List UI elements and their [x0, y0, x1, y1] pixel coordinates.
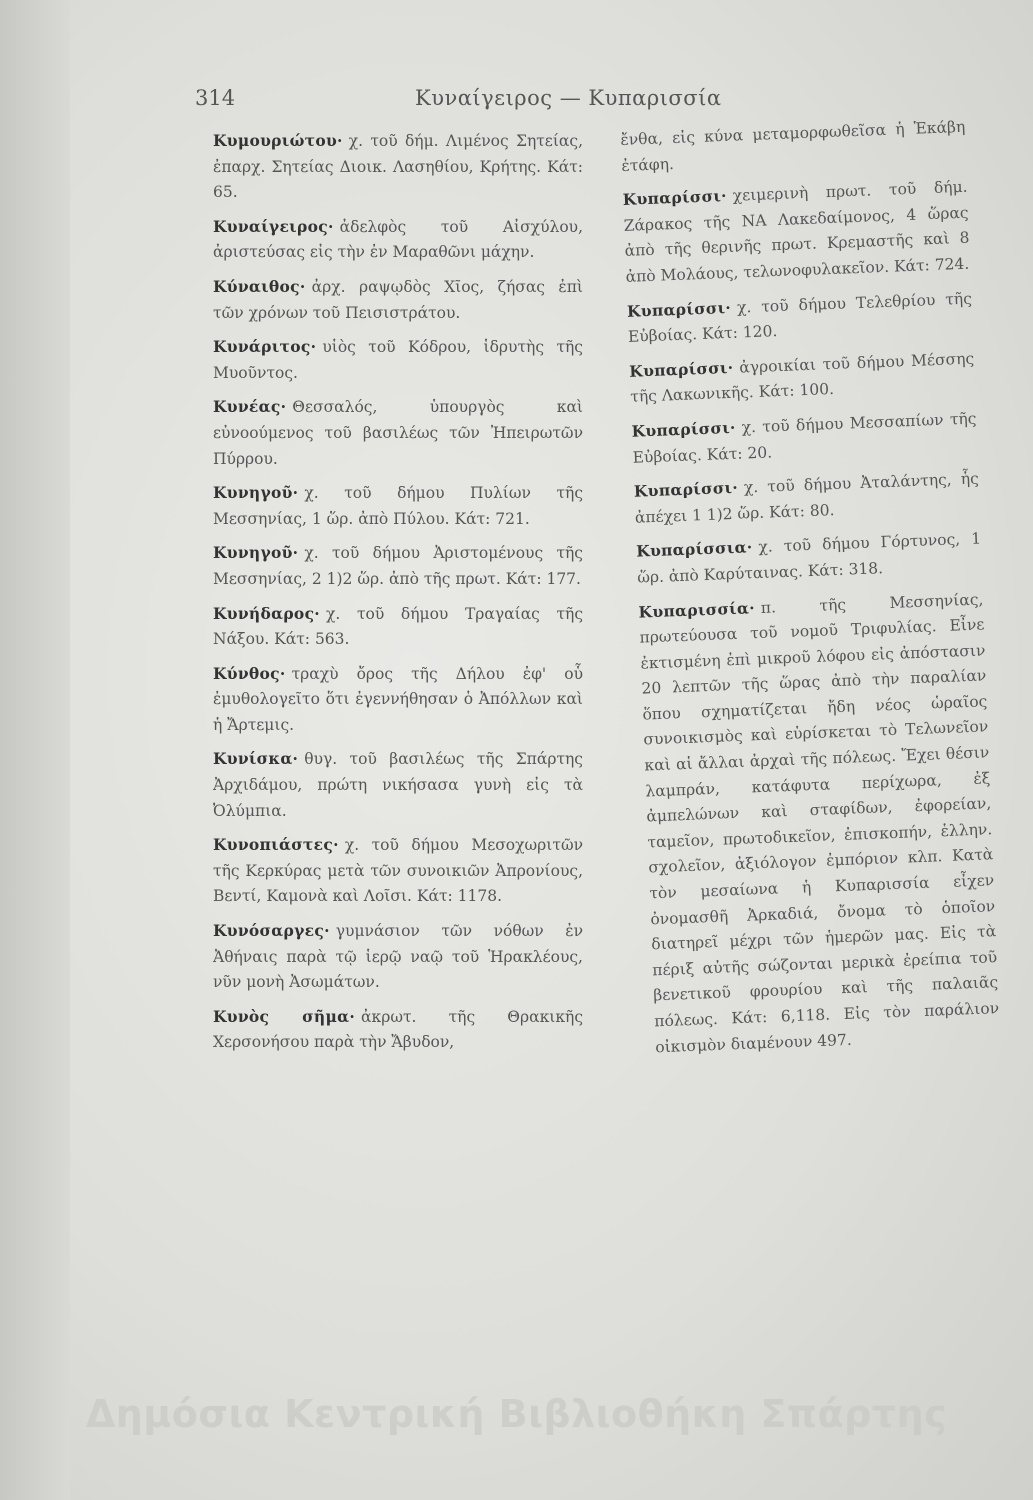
- entry-text: χ. τοῦ δήμου Τραγαίας τῆς Νάξου. Κάτ: 563.: [213, 604, 583, 649]
- entry-headword: Κυνηγοῦ·: [213, 543, 299, 563]
- dictionary-entry: [627, 285, 974, 350]
- entry-text: ἀρχ. ραψῳδὸς Χῖος, ζήσας ἐπὶ τῶν χρόνων τοῦ Πεισιστράτου.: [213, 277, 583, 322]
- entry-text: ἀγροικίαι τοῦ δήμου Μέσσης τῆς Λακωνικῆς. Κάτ: 100.: [629, 349, 975, 407]
- entry-text: χ. τοῦ δήμου Μεσσαπίων τῆς Εὐβοίας. Κάτ: 20.: [632, 409, 977, 467]
- entry-headword: Κυνέας·: [213, 397, 287, 417]
- dictionary-entry: [213, 480, 583, 532]
- dictionary-entry: [213, 1004, 583, 1056]
- dictionary-entry: [636, 526, 983, 591]
- dictionary-entry: [631, 405, 978, 470]
- entry-text: γυμνάσιον τῶν νόθων ἐν Ἀθήναις παρὰ τῷ ἱερῷ ναῷ τοῦ Ἡρακλέους, νῦν μονὴ Ἀσωμάτων.: [213, 922, 583, 992]
- dictionary-entry: [213, 128, 583, 206]
- entry-headword: Κυνόσαργες·: [213, 921, 330, 941]
- entry-text: ἀδελφὸς τοῦ Αἰσχύλου, ἀριστεύσας εἰς τὴν ἐν Μαραθῶνι μάχην.: [213, 217, 583, 262]
- right-column: [620, 115, 1001, 1069]
- entry-headword: Κυπαρίσσι·: [628, 357, 734, 381]
- entry-text: θυγ. τοῦ βασιλέως τῆς Σπάρτης Ἀρχιδάμου, πρώτη νικήσασα γυνὴ εἰς τὰ Ὀλύμπια.: [213, 750, 583, 820]
- entry-text: χ. τοῦ δήμου Τελεθρίου τῆς Εὐβοίας. Κάτ: 120.: [627, 289, 973, 346]
- dictionary-entry: [629, 345, 976, 410]
- entry-headword: Κυνοπιάστες·: [213, 835, 339, 855]
- entry-headword: Κυνηγοῦ·: [213, 483, 299, 503]
- entry-headword: Κυμουριώτου·: [213, 131, 343, 150]
- entry-text: ἀκρωτ. τῆς Θρακικῆς Χερσονήσου παρὰ τὴν Ἄβυδον,: [213, 1007, 583, 1052]
- entry-text: χ. τοῦ δήμου Γόρτυνος, 1 ὥρ. ἀπὸ Καρύταινας. Κάτ: 318.: [636, 529, 982, 587]
- entry-text: χ. τοῦ δήμου Πυλίων τῆς Μεσσηνίας, 1 ὥρ. ἀπὸ Πύλου. Κάτ: 721.: [213, 484, 583, 528]
- entry-headword: Κυνίσκα·: [213, 749, 299, 769]
- dictionary-entry: [213, 214, 583, 266]
- entry-headword: Κυπαρίσσι·: [622, 186, 728, 210]
- dictionary-entry: [620, 115, 967, 179]
- entry-headword: Κυνὸς σῆμα·: [213, 1006, 356, 1026]
- entry-headword: Κυνάριτος·: [213, 337, 317, 357]
- dictionary-entry: [213, 832, 583, 910]
- entry-headword: Κυπαρίσσι·: [631, 417, 736, 441]
- entry-headword: Κυπαρίσσια·: [635, 537, 753, 561]
- entry-headword: Κύναιθος·: [213, 276, 306, 296]
- dictionary-entry: [622, 174, 971, 291]
- entry-text: ἔνθα, εἰς κύνα μεταμορφωθεῖσα ἡ Ἑκάβη ἐτάφη.: [620, 117, 966, 175]
- entry-headword: Κυναίγειρος·: [213, 216, 334, 236]
- page-number: 314: [195, 86, 236, 110]
- dictionary-entry: [213, 334, 583, 386]
- dictionary-entry: [213, 394, 583, 472]
- entry-headword: Κύνθος·: [213, 663, 286, 683]
- entry-text: χ. τοῦ δήμου Ἀριστομένους τῆς Μεσσηνίας, 2 1)2 ὥρ. ἀπὸ τῆς πρωτ. Κάτ: 177.: [213, 544, 583, 588]
- entry-text: τραχὺ ὄρος τῆς Δήλου ἐφ' οὗ ἐμυθολογεῖτο ὅτι ἐγεννήθησαν ὁ Ἀπόλλων καὶ ἡ Ἄρτεμις.: [213, 664, 583, 734]
- dictionary-entry: [213, 661, 583, 739]
- entry-headword: Κυπαρισσία·: [638, 597, 756, 622]
- entry-text: χ. τοῦ δήμ. Λιμένος Σητείας, ἐπαρχ. Σητείας Διοικ. Λασηθίου, Κρήτης. Κάτ: 65.: [213, 132, 583, 202]
- entry-headword: Κυπαρίσσι·: [633, 477, 739, 501]
- entry-text: π. τῆς Μεσσηνίας, πρωτεύουσα τοῦ νομοῦ Τριφυλίας. Εἶνε ἐκτισμένη ἐπὶ μικροῦ λόφου εἰς ἀπόστασιν 20 λεπτῶν τῆς ὥρας ἀπὸ τὴν παραλίαν ὅπου σχηματίζεται ἤδη νέος ὡραῖος συνοικισμὸς καὶ εὑρίσκεται τὸ Τελωνεῖον καὶ αἱ ἄλλαι ἀρχαὶ τῆς πόλεως. Ἔχει θέσιν λαμπράν, κατάφυτα περίχωρα, ἐξ ἀμπελώνων καὶ σταφίδων, ἐφορείαν, ταμεῖον, πρωτοδικεῖον, ἐπισκοπήν, ἑλλην. σχολεῖον, ἀξιόλογον ἐμπόριον κλπ. Κατὰ τὸν μεσαίωνα ἡ Κυπαρισσία εἶχεν ὀνομασθῆ Ἀρκαδιά, ὄνομα τὸ ὁποῖον διατηρεῖ μέχρι τῶν ἡμερῶν μας. Εἰς τὰ πέριξ αὐτῆς σώζονται μερικὰ ἐρείπια τοῦ βενετικοῦ φρουρίου καὶ τῆς παλαιᾶς πόλεως. Κάτ: 6,118. Εἰς τὸν παράλιον οἰκισμὸν διαμένουν 497.: [639, 589, 1000, 1056]
- dictionary-entry: [213, 274, 583, 326]
- dictionary-entry: [633, 466, 980, 531]
- running-title: Κυναίγειρος — Κυπαρισσία: [415, 86, 722, 110]
- entry-text: υἱὸς τοῦ Κόδρου, ἱδρυτὴς τῆς Μυοῦντος.: [213, 338, 583, 382]
- dictionary-entry: [213, 918, 583, 996]
- entry-text: χειμερινὴ πρωτ. τοῦ δήμ. Ζάρακος τῆς ΝΑ Λακεδαίμονος, 4 ὥρας ἀπὸ τῆς θερινῆς πρωτ. Κρεμαστῆς καὶ 8 ἀπὸ Μολάους, τελωνοφυλακεῖον. Κάτ: 724.: [623, 177, 970, 286]
- entry-headword: Κυνήδαρος·: [213, 603, 320, 623]
- entry-text: χ. τοῦ δήμου Ἀταλάντης, ἧς ἀπέχει 1 1)2 ὥρ. Κάτ: 80.: [634, 469, 980, 527]
- page-edge-shadow: [0, 0, 70, 1500]
- dictionary-entry: [638, 586, 1000, 1061]
- dictionary-entry: [213, 746, 583, 824]
- dictionary-entry: [213, 601, 583, 653]
- page-header: [195, 86, 985, 120]
- entry-headword: Κυπαρίσσι·: [626, 297, 732, 321]
- entry-text: χ. τοῦ δήμου Μεσοχωριτῶν τῆς Κερκύρας μετὰ τῶν συνοικιῶν Ἀπρονίους, Βεντί, Καμονὰ καὶ Λοῖσι. Κάτ: 1178.: [213, 836, 583, 906]
- entry-text: Θεσσαλός, ὑπουργὸς καὶ εὐνοούμενος τοῦ βασιλέως τῶν Ἠπειρωτῶν Πύρρου.: [213, 398, 583, 468]
- dictionary-entry: [213, 540, 583, 592]
- library-watermark: Δημόσια Κεντρική Βιβλιοθήκη Σπάρτης: [85, 1392, 948, 1436]
- left-column: [213, 128, 583, 1064]
